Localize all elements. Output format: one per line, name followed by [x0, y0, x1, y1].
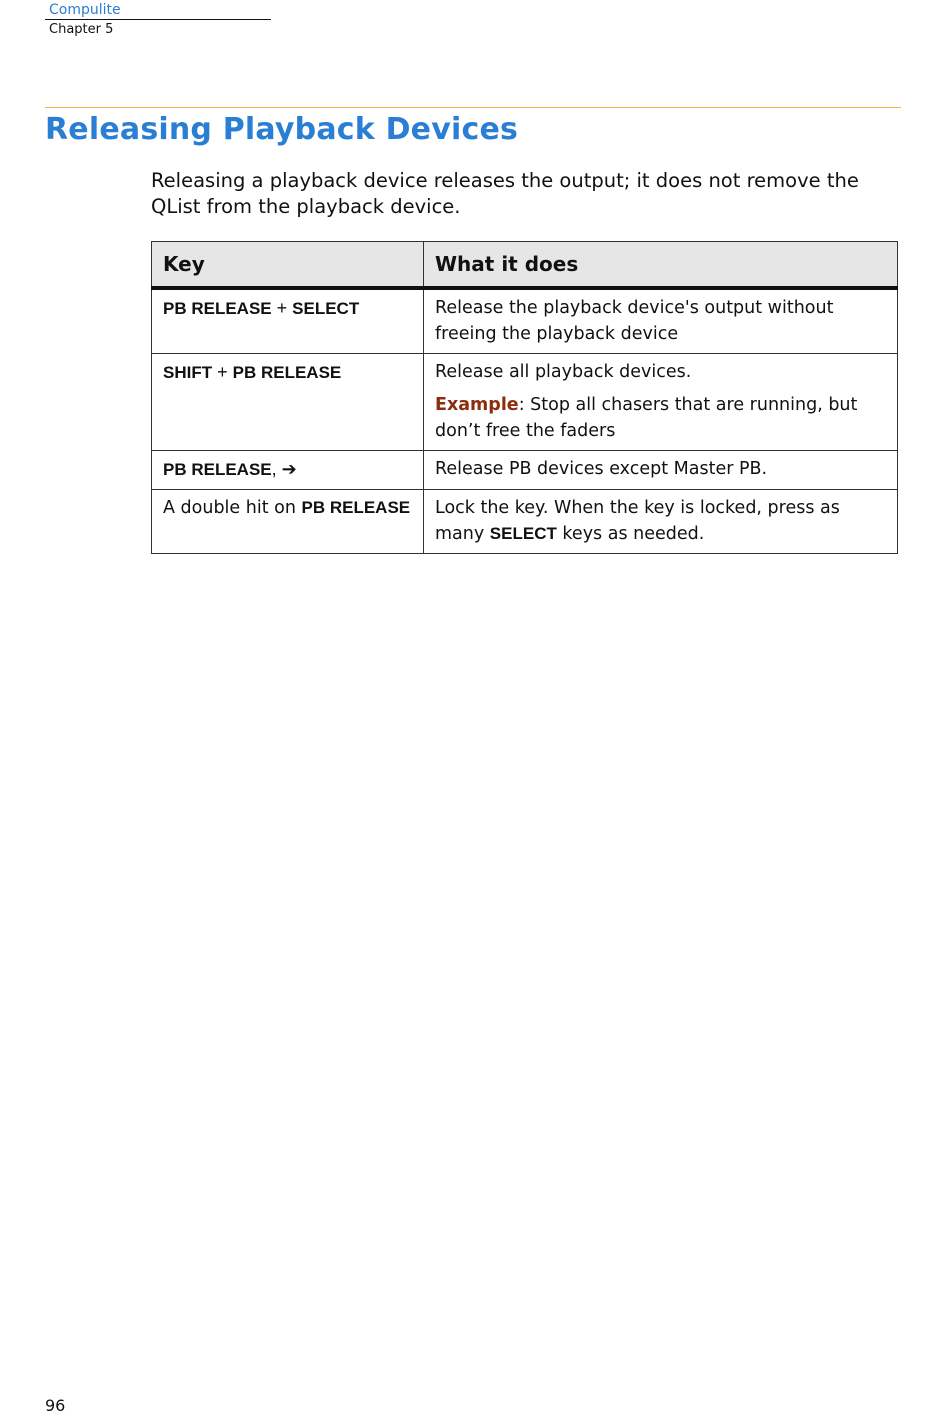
key-name: SHIFT	[163, 363, 213, 382]
description-text: Release all playback devices.	[435, 362, 692, 382]
description-text: Lock the key. When the key is locked, press as many	[435, 498, 840, 544]
description-cell	[424, 451, 898, 490]
table-header-row	[152, 242, 898, 289]
intro-paragraph: Releasing a playback device releases the output; it does not remove the QList from the playback device.	[151, 169, 859, 218]
table-row	[152, 288, 898, 354]
description-text: keys as needed.	[556, 524, 705, 544]
description-cell	[424, 490, 898, 554]
key-cell	[152, 288, 424, 354]
key-name: PB RELEASE	[301, 498, 411, 517]
brand-name: Compulite	[45, 2, 271, 20]
key-name: SELECT	[292, 299, 360, 318]
table-row	[152, 451, 898, 490]
key-cell	[152, 354, 424, 451]
key-name: SELECT	[489, 524, 557, 543]
key-name: PB RELEASE	[163, 299, 272, 318]
running-header	[45, 2, 271, 39]
key-operator: +	[212, 362, 233, 382]
example-note	[435, 392, 886, 444]
description-cell	[424, 354, 898, 451]
key-name: PB RELEASE	[163, 460, 272, 479]
key-cell	[152, 451, 424, 490]
key-operator: +	[271, 298, 293, 318]
key-operator: , ➔	[271, 459, 297, 479]
section-divider	[45, 107, 901, 108]
example-label: Example	[435, 395, 519, 415]
section-title: Releasing Playback Devices	[45, 112, 519, 147]
key-prefix-text: A double hit on	[163, 498, 302, 518]
description-text: Release the playback device's output without freeing the playback device	[435, 298, 834, 344]
column-header-key: Key	[152, 242, 424, 289]
table-row	[152, 490, 898, 554]
key-table	[151, 241, 898, 554]
page-number: 96	[45, 1396, 66, 1415]
description-cell	[424, 288, 898, 354]
key-cell	[152, 490, 424, 554]
key-name: PB RELEASE	[232, 363, 342, 382]
chapter-label: Chapter 5	[49, 22, 114, 37]
column-header-description: What it does	[424, 242, 898, 289]
example-text: : Stop all chasers that are running, but don’t free the faders	[435, 395, 858, 441]
description-text: Release PB devices except Master PB.	[435, 459, 768, 479]
table-row	[152, 354, 898, 451]
